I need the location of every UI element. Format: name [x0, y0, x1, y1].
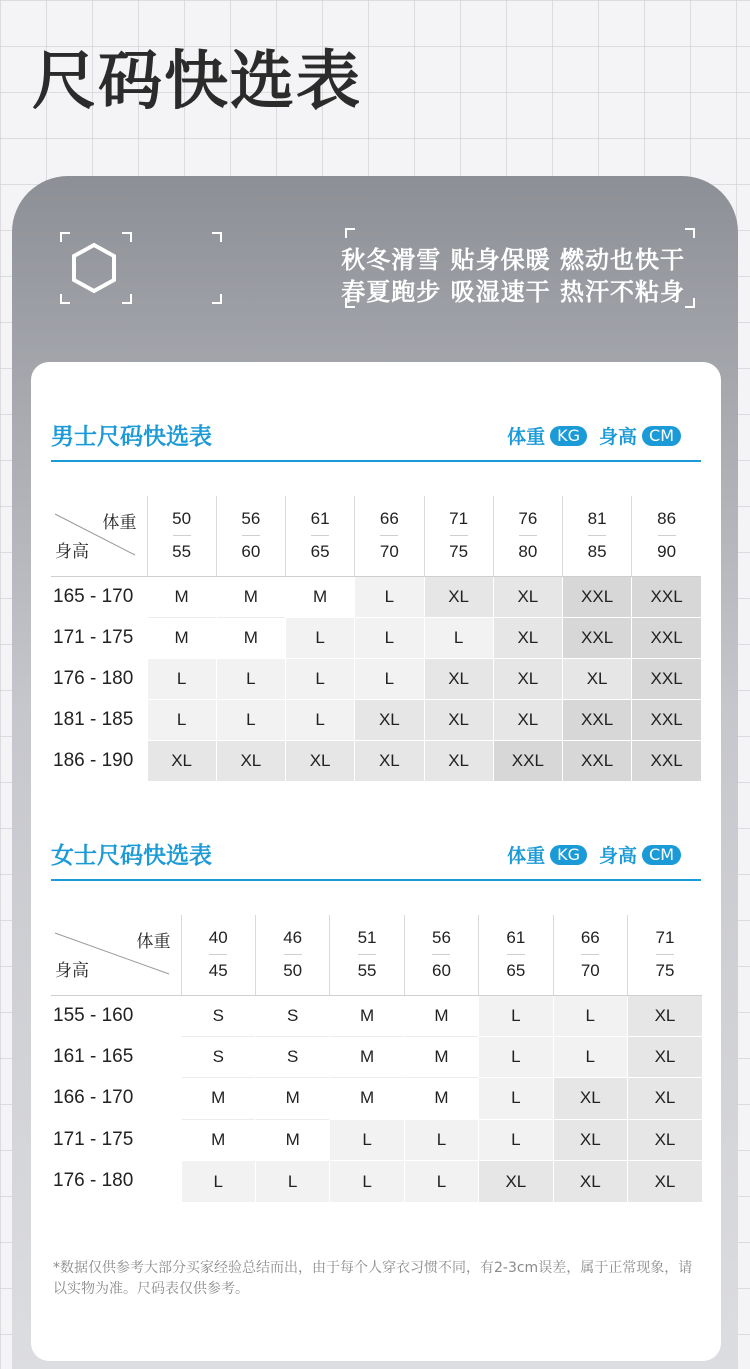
size-cell: M	[181, 1078, 255, 1119]
size-cell: XL	[424, 658, 493, 699]
size-cell: M	[255, 1119, 329, 1160]
weight-label: 体重	[507, 845, 546, 867]
height-range: 166 - 170	[51, 1078, 181, 1119]
range-divider	[519, 535, 537, 536]
weight-unit-badge: KG	[550, 426, 587, 446]
weight-max: 85	[587, 542, 607, 562]
weight-max: 75	[449, 542, 469, 562]
page-title: 尺码快选表	[32, 45, 362, 119]
size-cell: L	[553, 995, 627, 1036]
size-cell: XL	[627, 1036, 702, 1077]
men-size-table	[51, 496, 701, 782]
weight-min: 51	[357, 928, 377, 948]
slogan-line: 春夏跑步 吸湿速干 热汗不粘身	[341, 278, 685, 306]
size-cell: XXL	[632, 740, 701, 781]
height-range: 171 - 175	[51, 1119, 181, 1160]
frame-corner	[60, 232, 70, 242]
weight-range-header	[404, 915, 478, 995]
weight-range-header	[563, 496, 632, 576]
range-divider	[432, 954, 450, 955]
size-cell: M	[404, 1078, 478, 1119]
size-cell: XL	[493, 699, 562, 740]
weight-range-header	[355, 496, 424, 576]
weight-max: 90	[657, 542, 677, 562]
weight-min: 61	[506, 928, 526, 948]
weight-range-header	[147, 496, 216, 576]
women-size-table	[51, 915, 702, 1202]
size-cell: XL	[424, 576, 493, 617]
frame-corner	[60, 294, 70, 304]
size-cell: XXL	[563, 740, 632, 781]
size-cell: XL	[493, 658, 562, 699]
size-cell: L	[355, 576, 424, 617]
size-cell: S	[255, 1036, 329, 1077]
size-cell: XL	[627, 995, 702, 1036]
size-cell: L	[181, 1161, 255, 1202]
hexagon-icon	[70, 242, 118, 294]
size-cell: M	[216, 576, 285, 617]
weight-range-header	[479, 915, 553, 995]
weight-min: 66	[580, 928, 600, 948]
weight-range-header	[286, 496, 355, 576]
range-divider	[311, 535, 329, 536]
weight-min: 56	[241, 509, 261, 529]
size-cell: XL	[424, 699, 493, 740]
table-row	[51, 699, 701, 740]
women-section-rule	[51, 879, 701, 881]
table-row	[51, 576, 701, 617]
size-cell: L	[479, 1119, 553, 1160]
size-cell: XL	[216, 740, 285, 781]
size-cell: XXL	[493, 740, 562, 781]
weight-min: 81	[587, 509, 607, 529]
men-section-title: 男士尺码快选表	[51, 424, 212, 450]
size-cell: L	[355, 617, 424, 658]
table-row	[51, 1036, 702, 1077]
weight-max: 70	[580, 961, 600, 981]
men-section-header	[51, 418, 701, 458]
size-cell: L	[479, 1036, 553, 1077]
weight-min: 66	[379, 509, 399, 529]
height-label: 身高	[599, 845, 638, 867]
size-cell: M	[147, 617, 216, 658]
size-cell: M	[404, 995, 478, 1036]
size-cell: L	[330, 1119, 404, 1160]
height-unit-badge: CM	[642, 845, 681, 865]
size-cell: M	[330, 995, 404, 1036]
frame-corner	[212, 294, 222, 304]
weight-range-header	[493, 496, 562, 576]
weight-max: 45	[208, 961, 228, 981]
weight-max: 60	[432, 961, 451, 981]
range-divider	[358, 954, 376, 955]
weight-min: 40	[208, 928, 228, 948]
size-cell: L	[355, 658, 424, 699]
size-cell: XXL	[563, 617, 632, 658]
weight-range-header	[424, 496, 493, 576]
weight-min: 71	[449, 509, 469, 529]
size-cell: XL	[355, 740, 424, 781]
height-range: 171 - 175	[51, 617, 147, 658]
frame-corner	[685, 228, 695, 238]
weight-max: 65	[506, 961, 526, 981]
weight-max: 60	[241, 542, 261, 562]
size-cell: XL	[479, 1161, 553, 1202]
unit-legend	[507, 841, 681, 868]
frame-corner	[212, 232, 222, 242]
footnote: *数据仅供参考大部分买家经验总结而出，由于每个人穿衣习惯不同，有2-3cm误差，属于正常现象，请以实物为准。尺码表仅供参考。	[53, 1260, 693, 1297]
height-axis-label: 身高	[55, 960, 89, 980]
weight-max: 75	[655, 961, 675, 981]
height-range: 155 - 160	[51, 995, 181, 1036]
table-row	[51, 617, 701, 658]
range-divider	[450, 535, 468, 536]
size-cell: L	[216, 699, 285, 740]
women-section-header	[51, 837, 701, 877]
weight-max: 55	[357, 961, 377, 981]
weight-max: 65	[310, 542, 330, 562]
height-range: 161 - 165	[51, 1036, 181, 1077]
women-section-title: 女士尺码快选表	[51, 843, 212, 869]
weight-min: 71	[655, 928, 675, 948]
men-section-rule	[51, 460, 701, 462]
range-divider	[658, 535, 676, 536]
size-cell: XL	[424, 740, 493, 781]
size-cell: M	[330, 1036, 404, 1077]
size-cell: XXL	[632, 658, 701, 699]
frame-corner	[345, 228, 355, 238]
size-cell: XXL	[632, 699, 701, 740]
height-unit-badge: CM	[642, 426, 681, 446]
size-cell: L	[286, 617, 355, 658]
frame-corner	[685, 298, 695, 308]
weight-min: 61	[310, 509, 330, 529]
slogan-box	[341, 228, 695, 308]
weight-range-header	[632, 496, 701, 576]
weight-max: 50	[283, 961, 303, 981]
height-range: 176 - 180	[51, 1161, 181, 1202]
size-cell: M	[286, 576, 355, 617]
size-cell: XXL	[632, 576, 701, 617]
size-cell: XL	[493, 576, 562, 617]
weight-range-header	[627, 915, 702, 995]
size-cell: L	[404, 1119, 478, 1160]
height-range: 181 - 185	[51, 699, 147, 740]
table-row	[51, 658, 701, 699]
height-range: 176 - 180	[51, 658, 147, 699]
height-axis-label: 身高	[55, 541, 89, 561]
size-cell: XL	[627, 1078, 702, 1119]
size-cell: XL	[553, 1161, 627, 1202]
weight-min: 50	[172, 509, 192, 529]
weight-min: 56	[432, 928, 451, 948]
table-row	[51, 995, 702, 1036]
size-cell: L	[286, 658, 355, 699]
weight-axis-label: 体重	[102, 513, 137, 532]
weight-range-header	[553, 915, 627, 995]
frame-corner	[122, 294, 132, 304]
slogan-line: 秋冬滑雪 贴身保暖 燃动也快干	[341, 246, 685, 274]
size-cell: XXL	[563, 699, 632, 740]
hexagon-frame	[60, 232, 222, 304]
size-cell: S	[181, 1036, 255, 1077]
size-cell: XL	[627, 1119, 702, 1160]
height-label: 身高	[599, 426, 638, 448]
weight-min: 46	[283, 928, 303, 948]
weight-min: 76	[518, 509, 538, 529]
weight-range-header	[216, 496, 285, 576]
size-cell: M	[255, 1078, 329, 1119]
range-divider	[242, 535, 260, 536]
range-divider	[380, 535, 398, 536]
size-cell: XL	[553, 1078, 627, 1119]
size-cell: XL	[355, 699, 424, 740]
size-cell: L	[286, 699, 355, 740]
weight-range-header	[181, 915, 255, 995]
weight-range-header	[255, 915, 329, 995]
weight-max: 70	[379, 542, 399, 562]
size-cell: XXL	[563, 576, 632, 617]
range-divider	[581, 954, 599, 955]
weight-axis-label: 体重	[136, 932, 171, 951]
size-cell: L	[147, 699, 216, 740]
size-cell: XL	[627, 1161, 702, 1202]
range-divider	[284, 954, 302, 955]
weight-label: 体重	[507, 426, 546, 448]
size-cell: L	[553, 1036, 627, 1077]
table-row	[51, 1119, 702, 1160]
size-cell: L	[424, 617, 493, 658]
size-cell: L	[216, 658, 285, 699]
size-cell: L	[479, 995, 553, 1036]
size-cell: S	[181, 995, 255, 1036]
frame-corner	[122, 232, 132, 242]
size-cell: L	[479, 1078, 553, 1119]
weight-max: 80	[518, 542, 538, 562]
range-divider	[656, 954, 674, 955]
table-row	[51, 1078, 702, 1119]
size-cell: XL	[147, 740, 216, 781]
size-cell: XXL	[632, 617, 701, 658]
range-divider	[209, 954, 227, 955]
corner-header	[51, 496, 147, 576]
size-cell: S	[255, 995, 329, 1036]
size-cell: M	[181, 1119, 255, 1160]
unit-legend	[507, 422, 681, 449]
weight-min: 86	[657, 509, 677, 529]
size-cell: XL	[563, 658, 632, 699]
weight-range-header	[330, 915, 404, 995]
weight-unit-badge: KG	[550, 845, 587, 865]
size-cell: L	[404, 1161, 478, 1202]
size-cell: M	[147, 576, 216, 617]
weight-max: 55	[172, 542, 192, 562]
size-cell: L	[147, 658, 216, 699]
range-divider	[507, 954, 525, 955]
size-cell: M	[404, 1036, 478, 1077]
size-cell: L	[330, 1161, 404, 1202]
height-range: 165 - 170	[51, 576, 147, 617]
table-row	[51, 740, 701, 781]
size-card	[31, 362, 721, 1361]
height-range: 186 - 190	[51, 740, 147, 781]
range-divider	[173, 535, 191, 536]
range-divider	[588, 535, 606, 536]
table-row	[51, 1161, 702, 1202]
size-cell: M	[216, 617, 285, 658]
corner-header	[51, 915, 181, 995]
size-cell: XL	[553, 1119, 627, 1160]
size-cell: M	[330, 1078, 404, 1119]
size-cell: L	[255, 1161, 329, 1202]
size-cell: XL	[493, 617, 562, 658]
size-cell: XL	[286, 740, 355, 781]
